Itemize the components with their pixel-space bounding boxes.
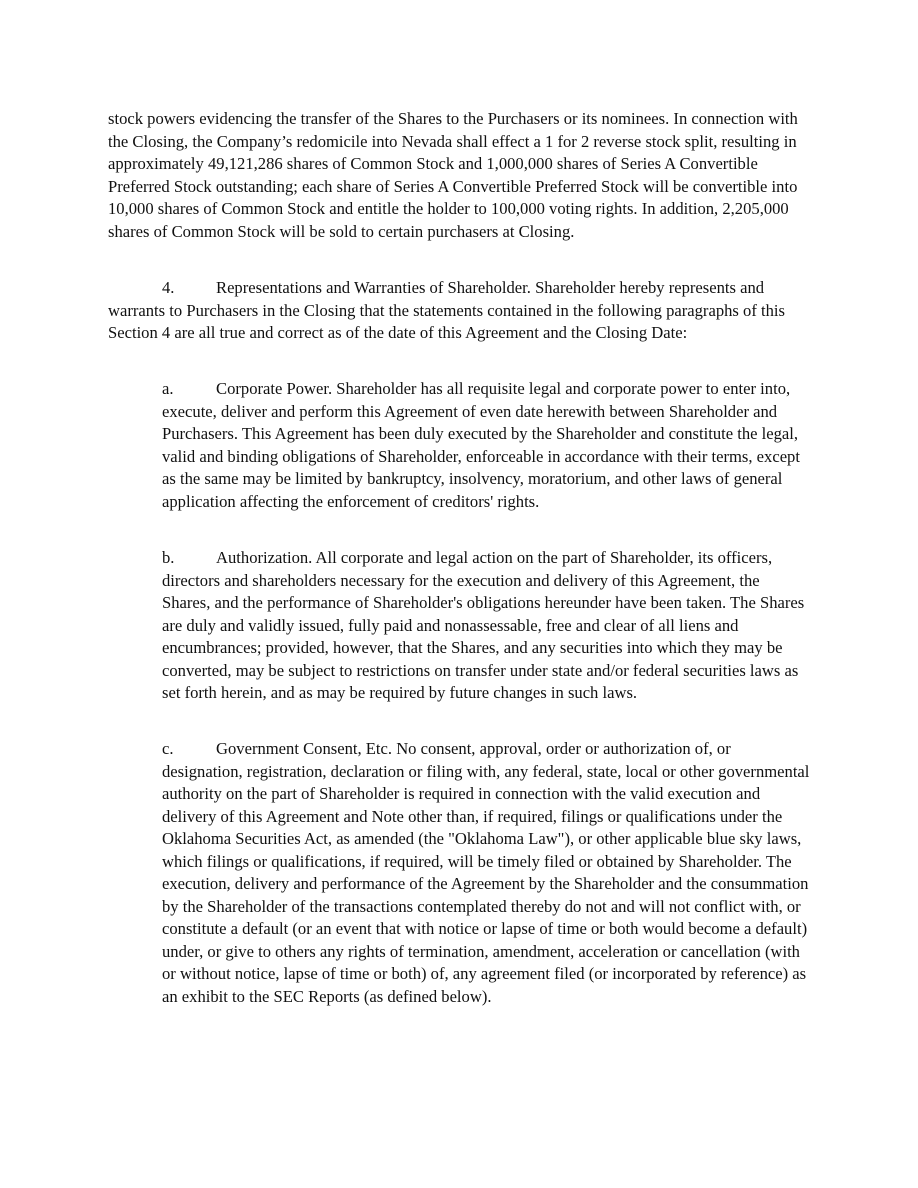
subsection-c-label: c. (162, 739, 174, 758)
subsection-a-paragraph (162, 378, 812, 513)
section-4-number: 4. (162, 278, 175, 297)
subsection-b-paragraph (162, 547, 812, 705)
subsection-c-text: Government Consent, Etc. No consent, approval, order or authorization of, or designation, registration, declaration or filing with, any federal, state, local or other governmental authority on the part of Shareholder is required in connection with the valid execution and delivery of this Agreement and Note other than, if required, filings or qualifications under the Oklahoma Securities Act, as amended (the "Oklahoma Law"), or other applicable blue sky laws, which filings or qualifications, if required, will be timely filed or obtained by Shareholder. The execution, delivery and performance of the Agreement by the Shareholder and the consummation by the Shareholder of the transactions contemplated thereby do not and will not conflict with, or constitute a default (or an event that with notice or lapse of time or both would become a default) under, or give to others any rights of termination, amendment, acceleration or cancellation (with or without notice, lapse of time or both) of, any agreement filed (or incorporated by reference) as an exhibit to the SEC Reports (as defined below). (162, 739, 810, 1006)
subsection-c-paragraph (162, 738, 812, 1008)
subsection-a-text: Corporate Power. Shareholder has all requisite legal and corporate power to enter into, execute, deliver and perform this Agreement of even date herewith between Shareholder and Purchasers. This Agreement has been duly executed by the Shareholder and constitute the legal, valid and binding obligations of Shareholder, enforceable in accordance with their terms, except as the same may be limited by bankruptcy, insolvency, moratorium, and other laws of general application affecting the enforcement of creditors' rights. (162, 379, 800, 511)
continuation-paragraph: stock powers evidencing the transfer of the Shares to the Purchasers or its nominees. In connection with the Closing, the Company’s redomicile into Nevada shall effect a 1 for 2 reverse stock split, resulting in approximately 49,121,286 shares of Common Stock and 1,000,000 shares of Series A Convertible Preferred Stock outstanding; each share of Series A Convertible Preferred Stock will be convertible into 10,000 shares of Common Stock and entitle the holder to 100,000 voting rights. In addition, 2,205,000 shares of Common Stock will be sold to certain purchasers at Closing. (108, 109, 798, 241)
subsection-a-label: a. (162, 379, 174, 398)
subsection-b-label: b. (162, 548, 175, 567)
section-4-text: Representations and Warranties of Shareholder. Shareholder hereby represents and warrants to Purchasers in the Closing that the statements contained in the following paragraphs of this Section 4 are all true and correct as of the date of this Agreement and the Closing Date: (108, 278, 785, 342)
subsection-b-text: Authorization. All corporate and legal action on the part of Shareholder, its officers, directors and shareholders necessary for the execution and delivery of this Agreement, the Shares, and the performance of Shareholder's obligations hereunder have been taken. The Shares are duly and validly issued, fully paid and nonassessable, free and clear of all liens and encumbrances; provided, however, that the Shares, and any securities into which they may be converted, may be subject to restrictions on transfer under state and/or federal securities laws as set forth herein, and as may be required by future changes in such laws. (162, 548, 805, 702)
section-4-paragraph (108, 277, 808, 345)
